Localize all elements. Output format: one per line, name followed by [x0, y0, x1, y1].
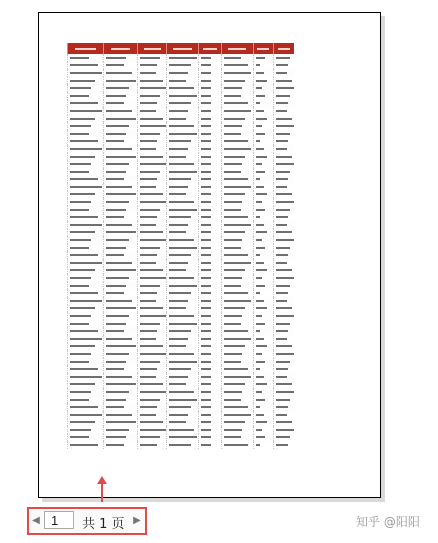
table-row: [68, 251, 295, 259]
spreadsheet-thumbnail: [67, 43, 294, 449]
table-row: [68, 320, 295, 328]
table-row: [68, 282, 295, 290]
header-cell: [253, 43, 274, 54]
table-row: [68, 259, 295, 267]
header-cell: [137, 43, 166, 54]
table-row: [68, 176, 295, 184]
table-row: [68, 100, 295, 108]
table-row: [68, 153, 295, 161]
header-cell: [199, 43, 222, 54]
header-cell: [104, 43, 138, 54]
annotation-arrow-icon: [97, 476, 107, 502]
table-row: [68, 84, 295, 92]
page-number-input[interactable]: [44, 511, 74, 529]
table-row: [68, 92, 295, 100]
table-row: [68, 115, 295, 123]
table-row: [68, 145, 295, 153]
table-row: [68, 434, 295, 442]
table-row: [68, 229, 295, 237]
table-row: [68, 77, 295, 85]
header-cell: [274, 43, 294, 54]
header-cell: [167, 43, 199, 54]
table-row: [68, 365, 295, 373]
table-row: [68, 358, 295, 366]
table-row: [68, 441, 295, 449]
table-row: [68, 373, 295, 381]
previous-page-button[interactable]: ◀: [32, 515, 40, 526]
table-row: [68, 426, 295, 434]
table-row: [68, 221, 295, 229]
table-row: [68, 381, 295, 389]
table-row: [68, 236, 295, 244]
table-row: [68, 335, 295, 343]
table-row: [68, 327, 295, 335]
table-row: [68, 396, 295, 404]
table-row: [68, 183, 295, 191]
table-row: [68, 54, 295, 62]
table-row: [68, 343, 295, 351]
table-row: [68, 403, 295, 411]
table-row: [68, 122, 295, 130]
table-header-row: [68, 43, 295, 54]
table-row: [68, 160, 295, 168]
table-row: [68, 274, 295, 282]
table-row: [68, 107, 295, 115]
table-row: [68, 411, 295, 419]
next-page-button[interactable]: ▶: [133, 515, 141, 526]
table-row: [68, 138, 295, 146]
table-row: [68, 206, 295, 214]
table-row: [68, 305, 295, 313]
table-row: [68, 297, 295, 305]
table-row: [68, 191, 295, 199]
table-row: [68, 267, 295, 275]
watermark: 知乎 @阳阳: [356, 515, 420, 529]
table-row: [68, 198, 295, 206]
table-row: [68, 388, 295, 396]
header-cell: [221, 43, 253, 54]
header-cell: [68, 43, 104, 54]
table-row: [68, 168, 295, 176]
table-row: [68, 62, 295, 70]
print-preview-page: [38, 12, 381, 498]
page-navigator: [27, 507, 147, 535]
table-row: [68, 289, 295, 297]
table-row: [68, 130, 295, 138]
table-row: [68, 244, 295, 252]
table-row: [68, 419, 295, 427]
page-total-label: 共 1 页: [82, 517, 125, 532]
table-row: [68, 69, 295, 77]
table-row: [68, 350, 295, 358]
table-row: [68, 312, 295, 320]
table-row: [68, 213, 295, 221]
